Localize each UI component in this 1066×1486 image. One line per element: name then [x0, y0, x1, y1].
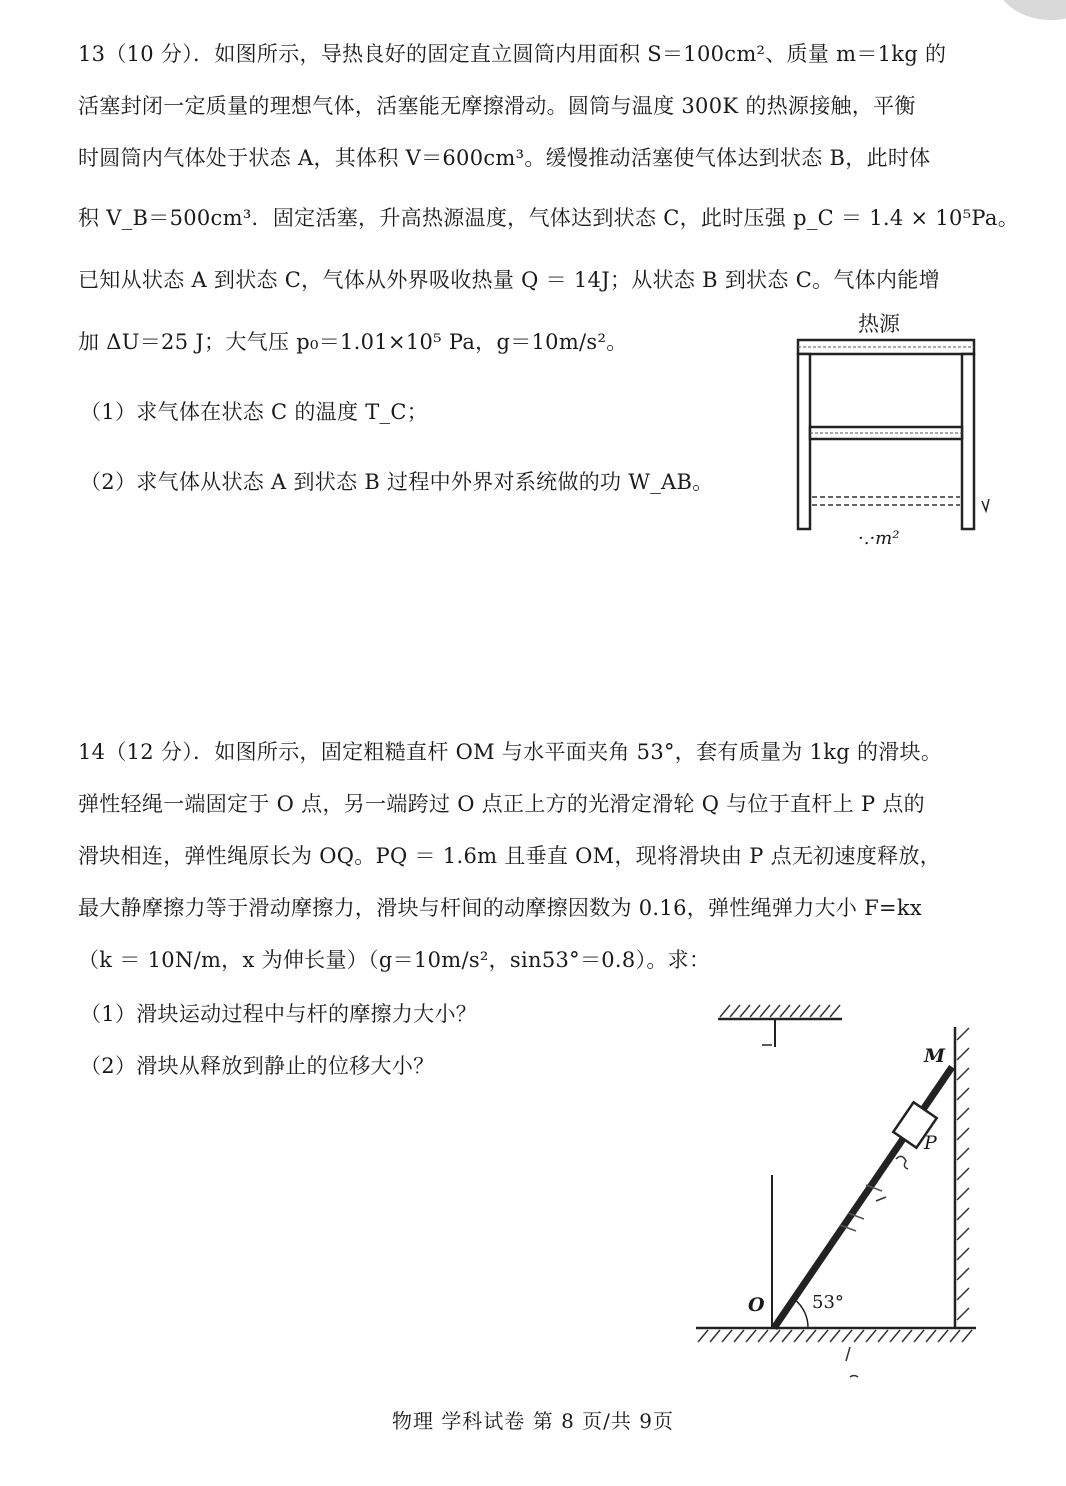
label-angle: 53°: [812, 1292, 844, 1313]
label-m: M: [924, 1045, 946, 1067]
q13-subquestion-2: （2）求气体从状态 A 到状态 B 过程中外界对系统做的功 W_AB。: [80, 470, 714, 494]
q14-subquestion-2: （2）滑块从释放到静止的位移大小？: [80, 1054, 435, 1078]
q14-line: 最大静摩擦力等于滑动摩擦力，滑块与杆间的动摩擦因数为 0.16，弹性绳弹力大小 F=kx: [78, 896, 923, 920]
q14-line: 14（12 分）．如图所示，固定粗糙直杆 OM 与水平面夹角 53°，套有质量为 1kg 的滑块。: [78, 740, 943, 764]
q13-line: 已知从状态 A 到状态 C，气体从外界吸收热量 Q ＝ 14J；从状态 B 到状态 C。气体内能增: [78, 268, 940, 292]
q14-line: 弹性轻绳一端固定于 O 点，另一端跨过 O 点正上方的光滑定滑轮 Q 与位于直杆上 P 点的: [78, 792, 925, 816]
page-footer: 物理 学科试卷 第 8 页/共 9页: [392, 1409, 674, 1433]
q13-subquestion-1: （1）求气体在状态 C 的温度 T_C；: [80, 400, 429, 424]
heat-source-label: 热源: [858, 312, 900, 336]
q13-line: 活塞封闭一定质量的理想气体，活塞能无摩擦滑动。圆筒与温度 300K 的热源接触，平衡: [78, 94, 916, 118]
cylinder-figure: [790, 335, 990, 555]
q14-line: 滑块相连，弹性绳原长为 OQ。PQ ＝ 1.6m 且垂直 OM，现将滑块由 P 点无初速度释放，: [78, 844, 942, 868]
figure-handwriting: ·.·m²: [858, 528, 900, 549]
q13-line: 时圆筒内气体处于状态 A，其体积 V＝600cm³。缓慢推动活塞使气体达到状态 B，此时体: [78, 146, 931, 170]
label-o: O: [748, 1294, 765, 1316]
q13-line: 积 V_B＝500cm³．固定活塞，升高热源温度，气体达到状态 C，此时压强 p_C ＝ 1.4 × 10⁵Pa。: [78, 206, 1020, 230]
q13-line: 加 ΔU＝25 J；大气压 p₀＝1.01×10⁵ Pa，g＝10m/s²。: [78, 330, 628, 354]
page-corner-shadow: [996, 0, 1066, 20]
label-p: P: [924, 1132, 937, 1154]
q14-subquestion-1: （1）滑块运动过程中与杆的摩擦力大小？: [80, 1002, 478, 1026]
q13-line: 13（10 分）．如图所示，导热良好的固定直立圆筒内用面积 S＝100cm²、质量 m＝1kg 的: [78, 42, 947, 66]
q14-line: （k ＝ 10N/m，x 为伸长量）（g＝10m/s²，sin53°＝0.8）。求：: [78, 948, 711, 972]
